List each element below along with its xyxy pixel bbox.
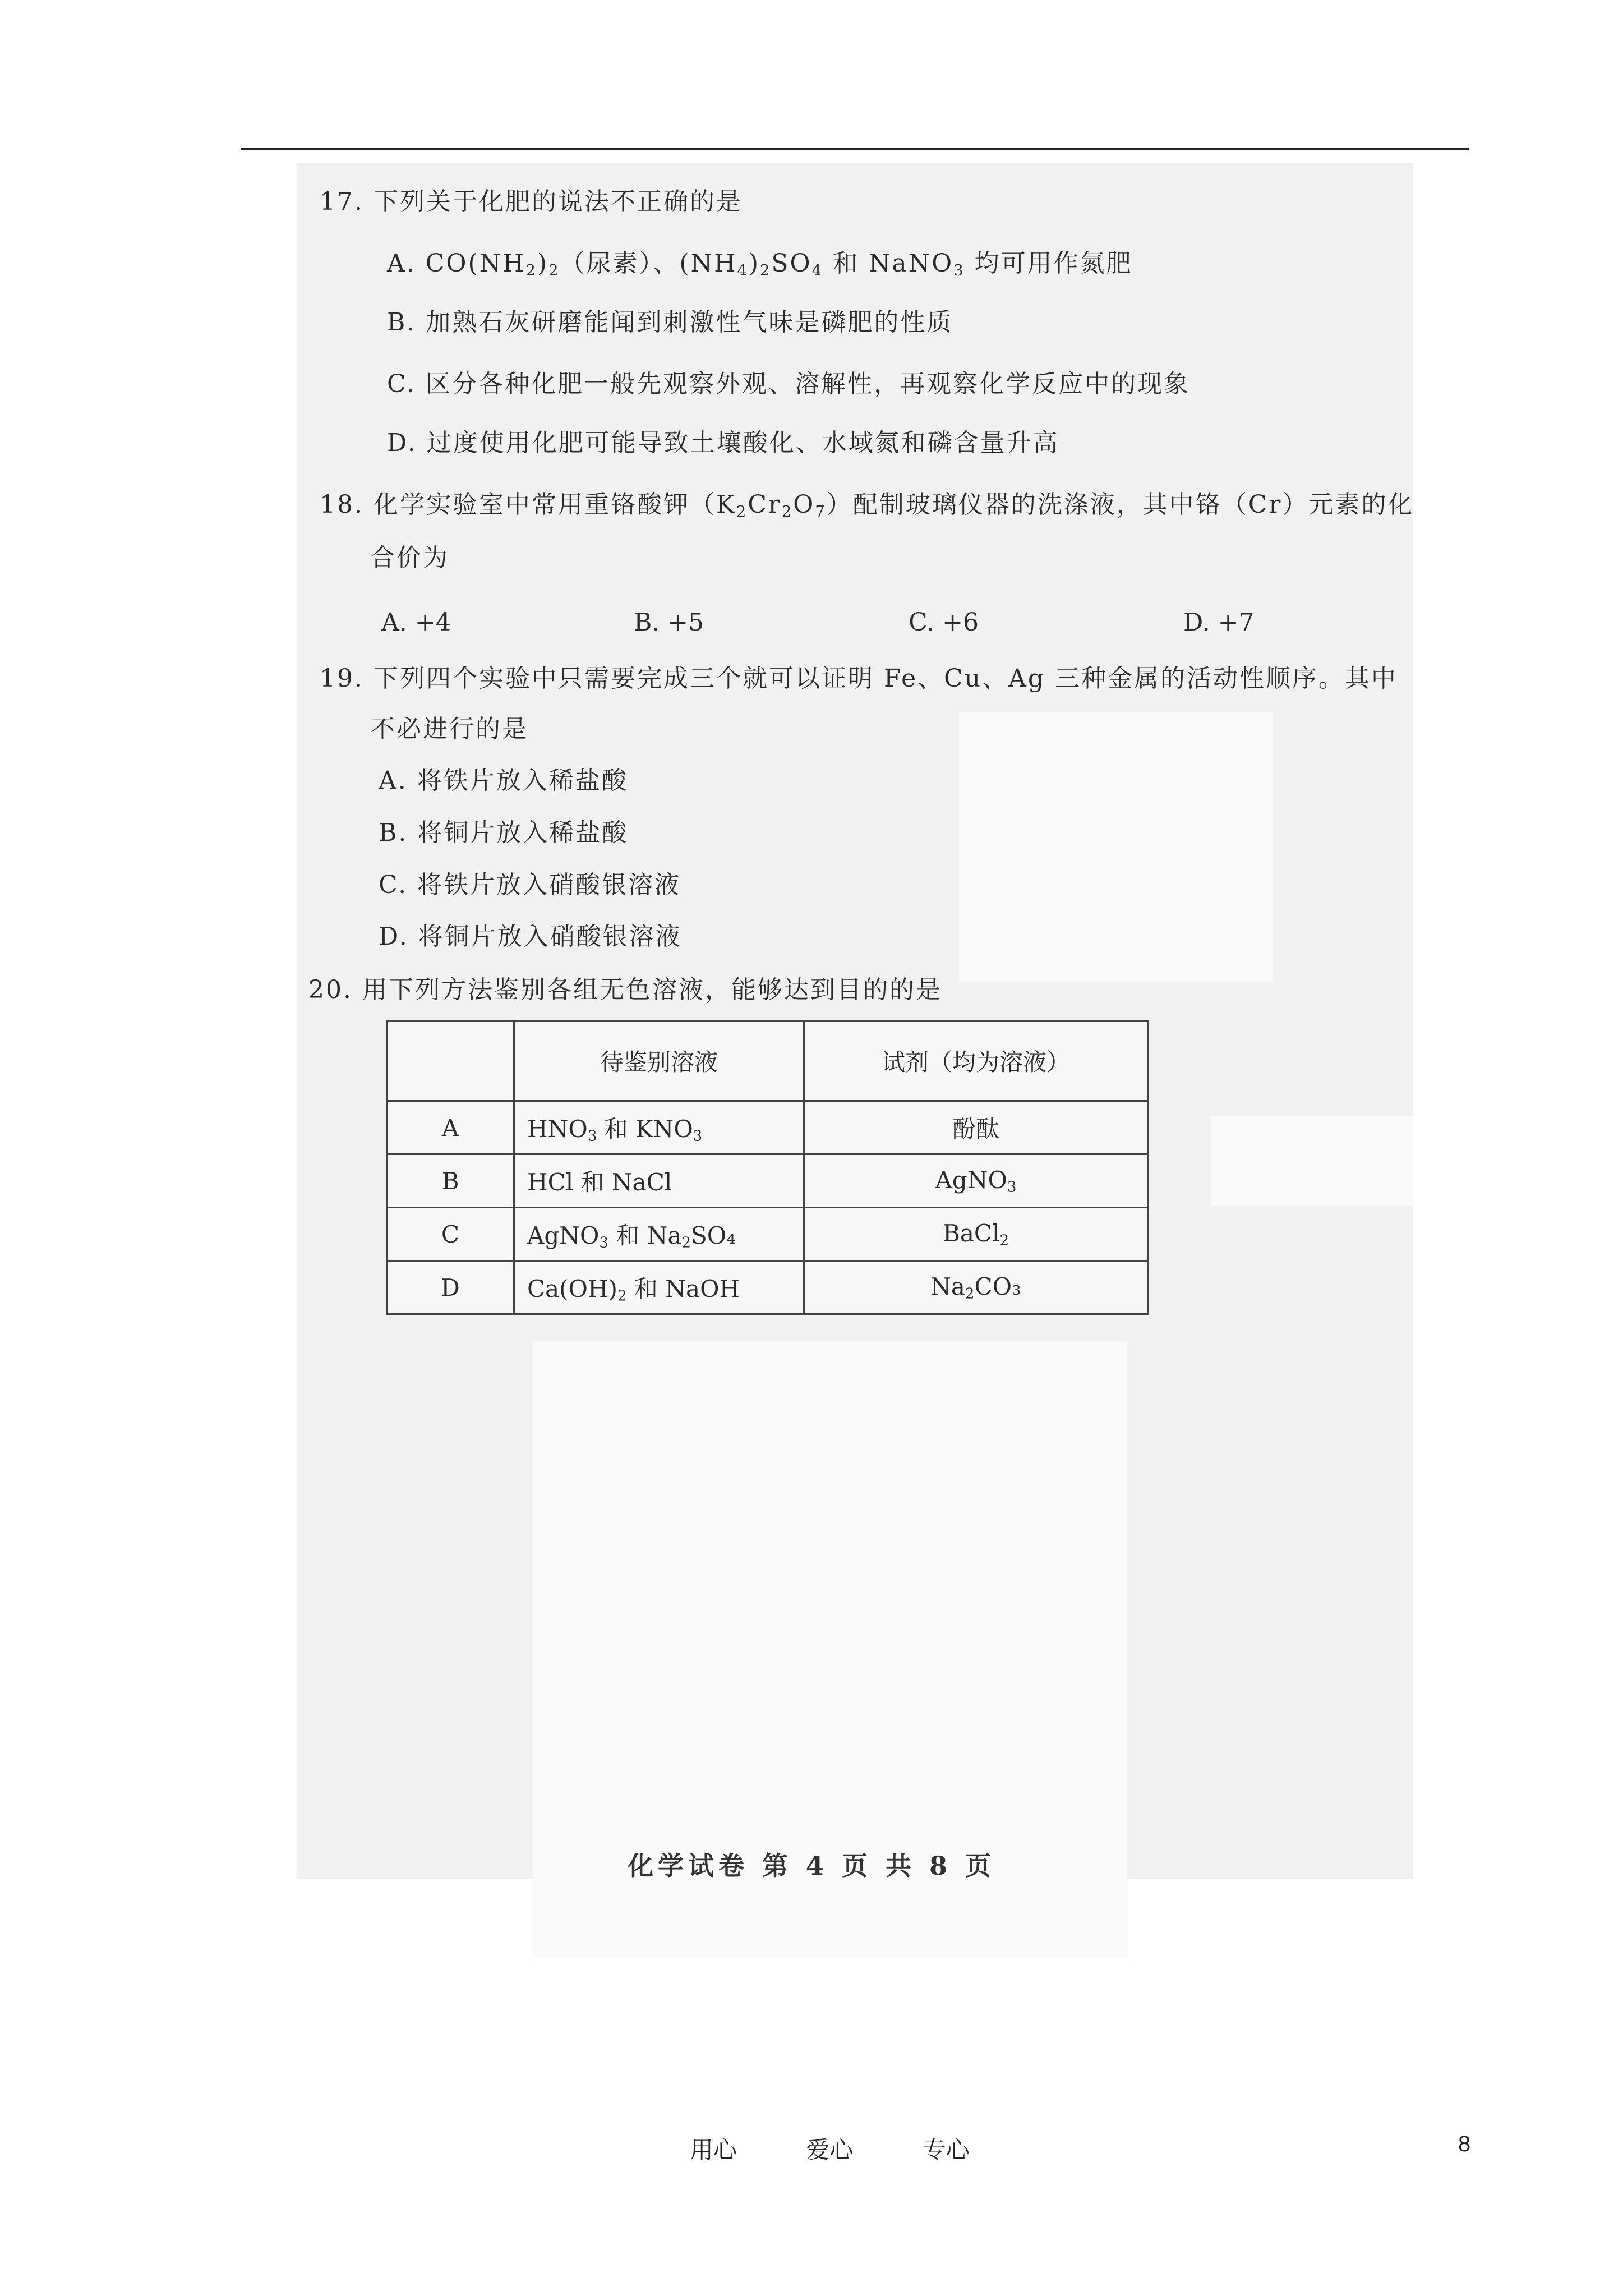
subscript: 3 [953,261,965,279]
scan-blank-patch [959,712,1273,982]
subscript: 2 [681,1234,691,1251]
formula-part: 和 Na [608,1221,682,1249]
row-reagent [804,1208,1148,1261]
footer-text: 爱心 [806,2136,854,2164]
question-text: 用下列方法鉴别各组无色溶液，能够达到目的的是 [362,976,942,1004]
table-row [387,1154,1148,1208]
q17-stem [320,185,743,219]
q20-table [386,1020,1149,1315]
q17-option-c [387,367,1190,401]
question-number: 20. [308,976,353,1004]
formula-part: 和 NaOH [626,1274,740,1303]
exam-page-footer: 化学试卷 第 4 页 共 8 页 [627,1851,996,1881]
table-header-solution: 待鉴别溶液 [514,1021,804,1101]
subscript: 4 [811,261,823,279]
subscript: 3 [587,1128,597,1145]
formula-part: CO₃ [974,1272,1021,1300]
option-label: D. [387,429,417,457]
question-text: 下列关于化肥的说法不正确的是 [373,187,743,216]
formula-part: AgNO [527,1221,600,1249]
formula-part: HCl [527,1168,574,1196]
q17-option-d [387,426,1059,460]
row-key: D [387,1261,514,1314]
formula-part: SO₄ [691,1221,736,1249]
formula-part: CO(NH [425,249,526,278]
q19-option-a: A. 将铁片放入稀盐酸 [379,766,628,795]
question-text: 化学实验室中常用重铬酸钾（K [373,490,736,519]
question-number: 19. [320,664,364,693]
question-text: ）配制玻璃仪器的洗涤液，其中铬（Cr）元素的化 [826,490,1414,519]
question-number: 18. [320,490,364,519]
subscript: 2 [525,261,537,279]
table-row [387,1208,1148,1261]
option-label: A. [387,249,416,278]
subscript: 2 [548,261,560,279]
q17-option-a [387,247,1133,288]
formula-part: 和 KNO [597,1115,693,1143]
row-key: A [387,1101,514,1154]
q19-option-d: D. 将铜片放入硝酸银溶液 [379,922,682,951]
formula-part: 均可用作氮肥 [965,249,1133,278]
formula-part: Ca(OH) [527,1274,618,1303]
q19-stem-continued: 不必进行的是 [370,715,528,743]
question-number: 17. [320,187,364,216]
formula-part: （尿素）、(NH [560,249,737,278]
row-reagent [804,1101,1148,1154]
formula-part: ) [537,249,549,278]
q18-option-d: D. +7 [1183,608,1255,637]
q18-stem-continued: 合价为 [370,544,449,572]
subscript: 3 [599,1234,608,1251]
q19-option-b: B. 将铜片放入稀盐酸 [379,818,629,847]
option-text: 过度使用化肥可能导致土壤酸化、水域氮和磷含量升高 [426,429,1059,457]
row-reagent [804,1154,1148,1208]
page-number: 8 [1458,2132,1471,2156]
table-header-row [387,1021,1148,1101]
option-text: 区分各种化肥一般先观察外观、溶解性，再观察化学反应中的现象 [426,370,1191,398]
scan-blank-patch [1211,1116,1413,1206]
formula-part: 和 NaCl [573,1168,672,1196]
q18-stem [320,488,1414,529]
q17-option-b [387,306,953,339]
formula-part: HNO [527,1115,588,1143]
option-text: 加熟石灰研磨能闻到刺激性气味是磷肥的性质 [426,308,953,337]
row-key: B [387,1154,514,1208]
subscript: 7 [815,503,827,521]
question-text: Cr [748,490,782,519]
formula-part: 和 NaNO [823,249,954,278]
table-header-cell [387,1021,514,1101]
q19-stem [320,662,1398,696]
formula-part: BaCl [942,1219,1000,1247]
q20-stem [308,973,942,1007]
formula-part: ) [748,249,760,278]
row-solution [514,1154,804,1208]
subscript: 3 [693,1128,703,1145]
row-reagent [804,1261,1148,1314]
document-footer [690,2132,1031,2165]
subscript: 2 [999,1232,1009,1249]
subscript: 2 [736,503,748,521]
q19-option-c: C. 将铁片放入硝酸银溶液 [379,871,681,899]
subscript: 2 [760,261,772,279]
table-row [387,1261,1148,1314]
formula-part: AgNO [935,1166,1007,1194]
q18-option-c: C. +6 [909,608,979,637]
table-row [387,1101,1148,1154]
row-solution [514,1261,804,1314]
question-text: O [793,490,815,519]
table-header-reagent: 试剂（均为溶液） [804,1021,1148,1101]
subscript: 3 [1007,1179,1017,1196]
formula-part: Na [930,1272,965,1300]
formula-part: 酚酞 [952,1115,999,1143]
option-label: B. [387,308,417,337]
subscript: 2 [617,1287,627,1305]
row-solution [514,1101,804,1154]
subscript: 2 [781,503,794,521]
q18-option-a: A. +4 [381,608,451,637]
question-text: 下列四个实验中只需要完成三个就可以证明 Fe、Cu、Ag 三种金属的活动性顺序。其中 [373,664,1398,693]
footer-text: 用心 [690,2136,737,2164]
subscript: 2 [965,1285,975,1303]
q18-option-b: B. +5 [634,608,704,637]
row-solution [514,1208,804,1261]
footer-text: 专心 [922,2136,970,2164]
top-rule [241,148,1469,150]
formula-part: SO [771,249,812,278]
option-label: C. [387,370,417,398]
row-key: C [387,1208,514,1261]
subscript: 4 [737,261,749,279]
